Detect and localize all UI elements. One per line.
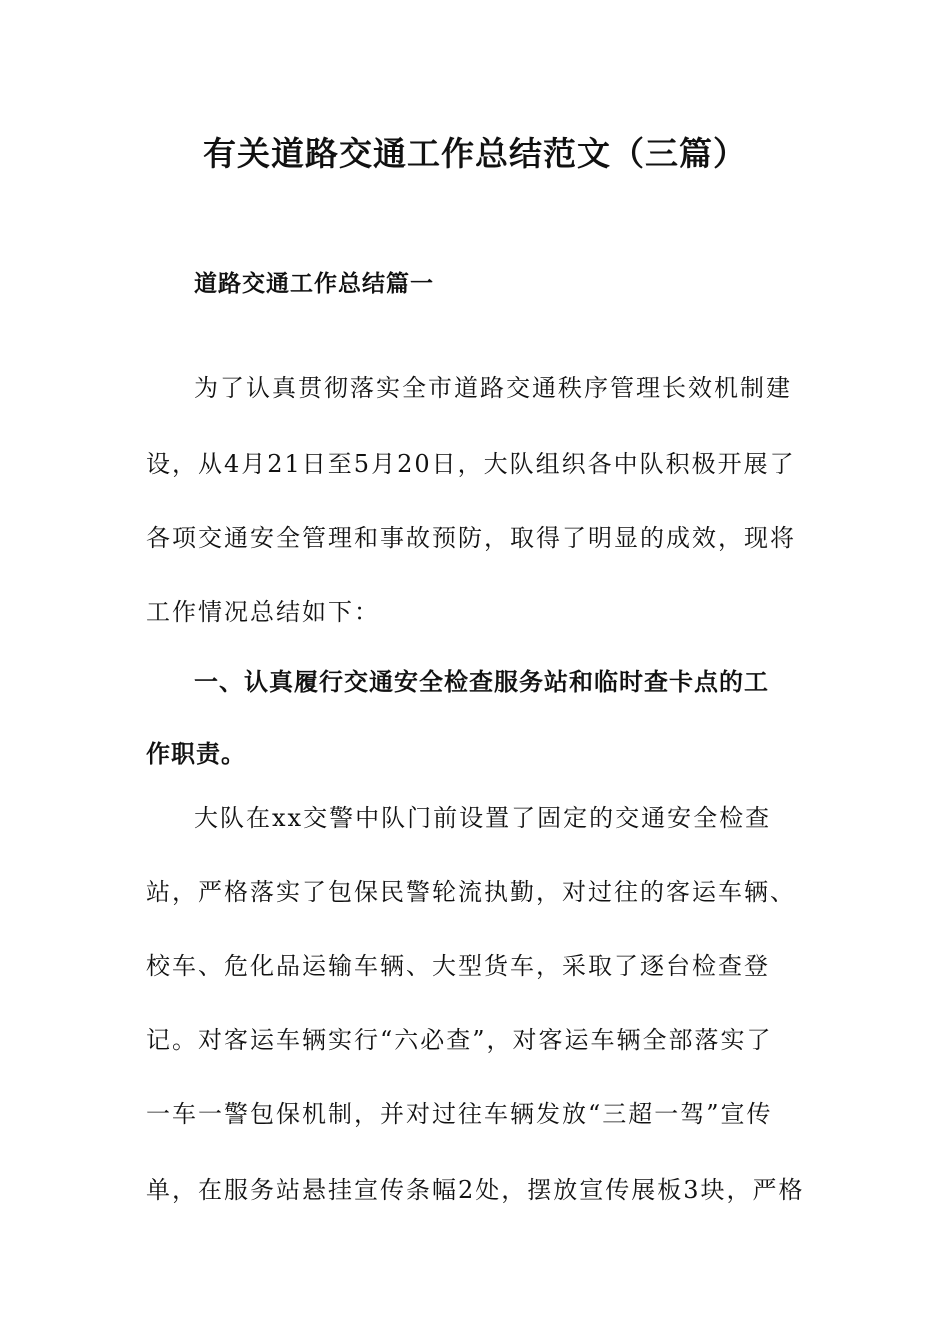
paragraph-line: 记。对客运车辆实行“六必查”，对客运车辆全部落实了 [146,1026,773,1054]
paragraph-line: 一车一警包保机制，并对过往车辆发放“三超一驾”宣传 [146,1100,773,1128]
heading-line: 作职责。 [146,740,246,768]
paragraph-line: 站，严格落实了包保民警轮流执勤，对过往的客运车辆、 [146,878,796,906]
paragraph-line: 设，从4月21日至5月20日，大队组织各中队积极开展了 [146,450,796,478]
document-title: 有关道路交通工作总结范文（三篇） [203,134,747,173]
paragraph-line: 各项交通安全管理和事故预防，取得了明显的成效，现将 [146,524,796,552]
paragraph-line: 工作情况总结如下： [146,598,380,626]
paragraph-line: 为了认真贯彻落实全市道路交通秩序管理长效机制建 [194,374,792,402]
paragraph-line: 校车、危化品运输车辆、大型货车，采取了逐台检查登 [146,952,770,980]
heading-line: 一、认真履行交通安全检查服务站和临时查卡点的工 [194,668,769,696]
paragraph-line: 大队在xx交警中队门前设置了固定的交通安全检查 [194,804,772,832]
section-title: 道路交通工作总结篇一 [194,271,434,297]
paragraph-line: 单，在服务站悬挂宣传条幅2处，摆放宣传展板3块，严格 [146,1176,805,1204]
